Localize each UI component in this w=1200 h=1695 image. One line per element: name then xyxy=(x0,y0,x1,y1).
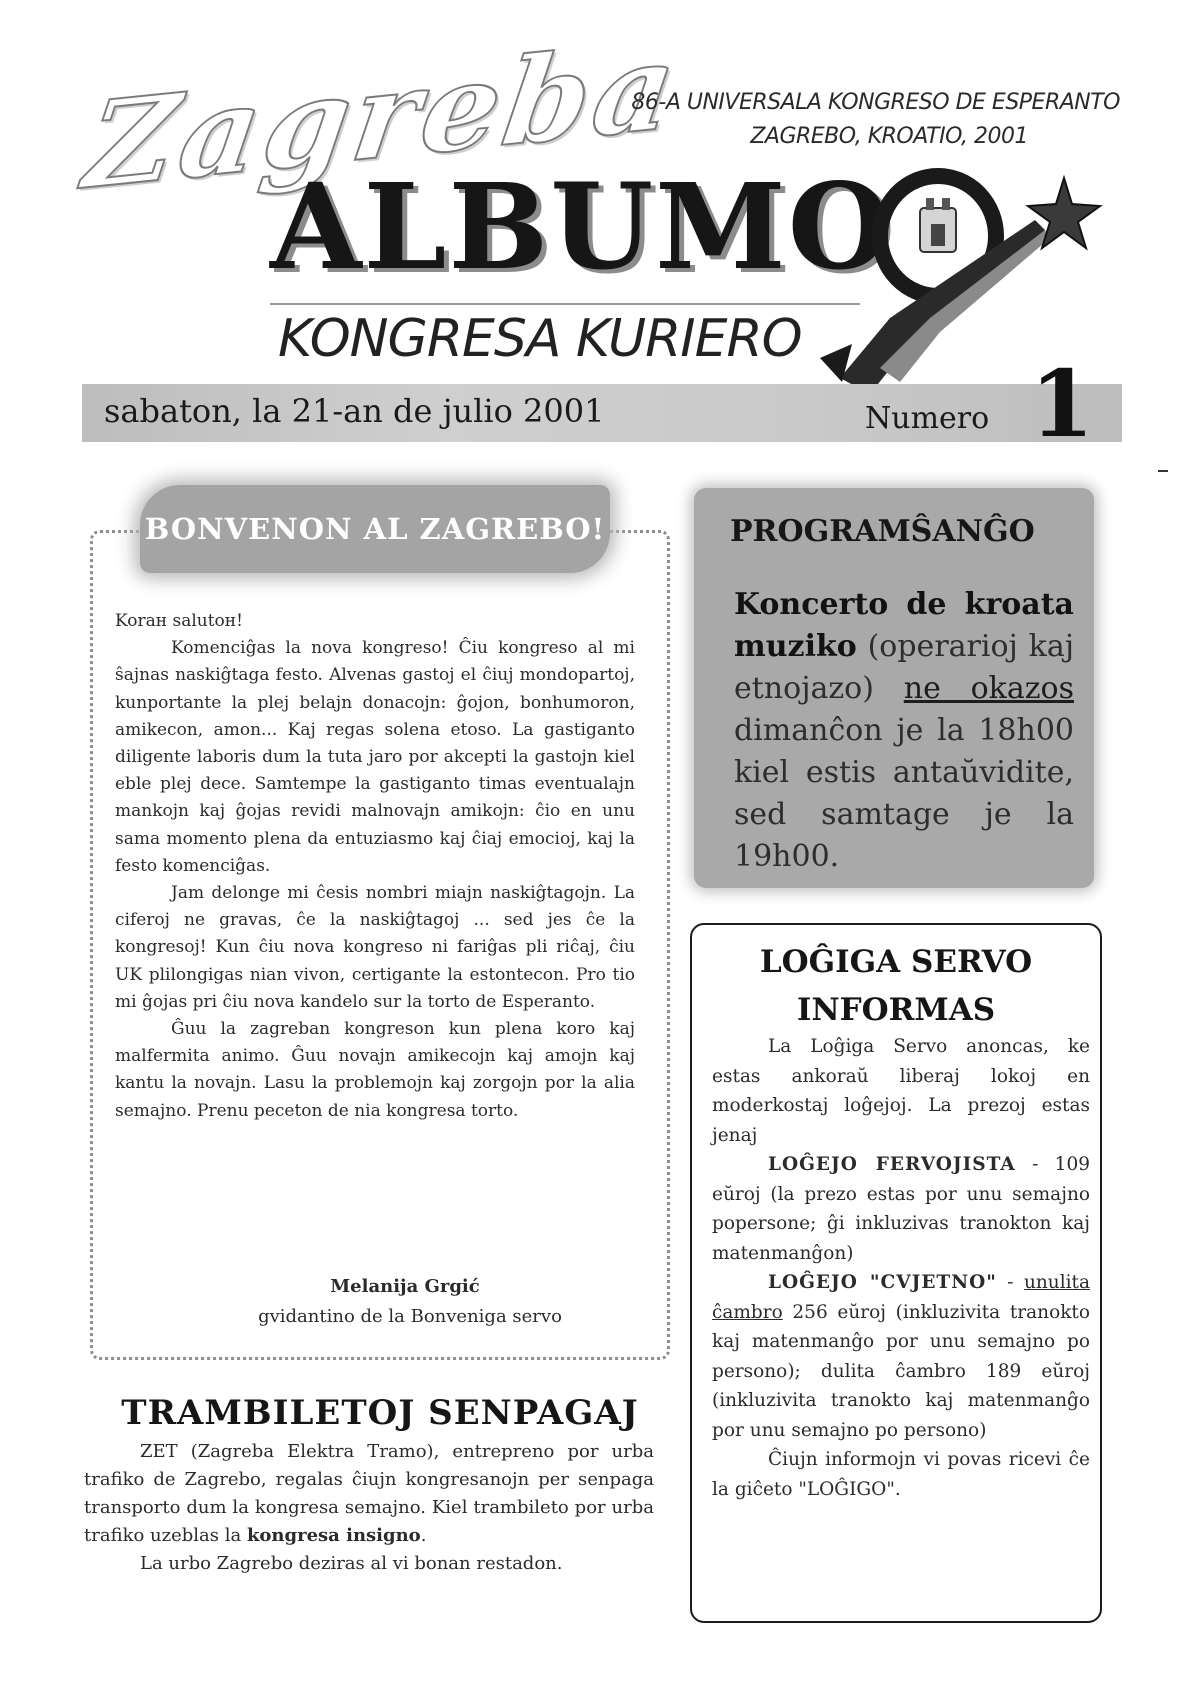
single-room-term: unulita ĉambro xyxy=(712,1272,1090,1323)
welcome-greeting: Koraн salutoн! xyxy=(115,611,243,631)
congress-info xyxy=(560,86,1120,154)
welcome-signature xyxy=(115,1272,635,1332)
program-change-title: PROGRAMŜANĜO xyxy=(730,514,1035,549)
concert-genre: (operarioj kaj etnojazo) xyxy=(734,629,1074,706)
tram-paragraph-1-text: ZET (Zagreba Elektra Tramo), entreprenо por urba trafiko de Zagrebo, regalas ĉiujn kongresanojn per senpaga transporto dum la kongresa semajno. Kiel trambileto por urba trafiko uzeblas la xyxy=(84,1441,654,1546)
program-change-text xyxy=(734,584,1074,878)
signature-name: Melanija Grgić xyxy=(330,1276,480,1297)
lodging-2-text: 256 eŭroj (inkluzivita tranokto kaj matenmanĝo por unu semajno po persono); dulita ĉambro 189 eŭroj (inkluzivita tranokto kaj matenmanĝo por unu semajno po persono) xyxy=(712,1301,1090,1441)
not-taking-place: ne okazos xyxy=(903,671,1074,706)
tram-paragraph-1 xyxy=(84,1438,654,1550)
issue-number: 1 xyxy=(1030,350,1095,458)
lodging-intro: La Loĝiga Servo anoncas, ke estas ankoraŭ liberaj lokoj en moderkostaj loĝejoj. La prezoj estas jenaj xyxy=(712,1036,1090,1146)
lodging-1-name: LOĜEJO FERVOJISTA xyxy=(768,1154,1016,1175)
lodging-2-name: LOĜEJO "CVJETNO" xyxy=(768,1272,997,1293)
welcome-article xyxy=(115,608,635,1125)
signature-role: gvidantino de la Bonveniga servo xyxy=(258,1306,562,1327)
lodging-closing: Ĉiujn informojn vi povas ricevi ĉe la giĉeto "LOĜIGO". xyxy=(712,1449,1090,1500)
masthead-rule xyxy=(270,303,860,305)
masthead-subtitle: KONGRESA KURIERO xyxy=(278,309,802,369)
lodging-service-heading: LOĜIGA SERVO INFORMAS xyxy=(759,944,1033,1028)
congress-line-1: 86-A UNIVERSALA KONGRESO DE ESPERANTO xyxy=(631,90,1120,115)
masthead-title: ALBUMO xyxy=(270,157,893,296)
welcome-banner: BONVENON AL ZAGREBO! xyxy=(140,485,610,573)
welcome-paragraph-3: Ĝuu la zagreban kongreson kun plena koro kaj malfermita animo. Ĝuu novajn amikecojn kaj amojn kaj kantu la novajn. Lasu la problemojn kaj zorgojn por la alia semajno. Prenu peceton de nia kongresa torto. xyxy=(115,1019,635,1121)
congress-line-2: ZAGREBO, KROATIO, 2001 xyxy=(750,124,1028,149)
coat-of-arms-icon xyxy=(920,198,956,252)
lodging-2 xyxy=(712,1268,1090,1445)
masthead-script-title: Zagreba xyxy=(77,15,688,217)
concert-title: Koncerto de kroata muziko xyxy=(734,587,1074,664)
concert-new-time: dimanĉon je la 18h00 kiel estis antaŭvidite, sed samtage je la 19h00. xyxy=(734,713,1074,874)
tram-tickets-heading: TRAMBILETOJ SENPAGAJ xyxy=(121,1393,639,1433)
lodging-1 xyxy=(712,1150,1090,1268)
issue-date: sabaton, la 21-an de julio 2001 xyxy=(104,392,605,430)
issue-number-label: Numero xyxy=(865,401,990,436)
lodging-service-article xyxy=(712,1032,1090,1504)
welcome-paragraph-1: Komenciĝas la nova kongreso! Ĉiu kongreso al mi ŝajnas naskiĝtaga festo. Alvenas gastoj el ĉiuj mondopartoj, kunportante la plej belajn donacojn: ĝojon, bonhumoron, amikecon, amon... Kaj regas solena etoso. La gastiganto diligente laboris dum la tuta jaro por akcepti la gastojn kiel eble plej dece. Samtempe la gastiganto timas eventualajn mankojn kaj ĝojas revidi malnovajn amikojn: ĉio en unu sama momento plena da entuziasmo kaj ĉiaj emocioj, kaj la festo komenciĝas. xyxy=(115,638,635,876)
tram-paragraph-2: La urbo Zagrebo deziras al vi bonan restadon. xyxy=(140,1553,563,1574)
tram-tickets-article xyxy=(84,1438,654,1578)
margin-mark xyxy=(1158,470,1168,472)
lodging-1-text: - 109 eŭroj (la prezo estas por unu semajno popersone; ĝi inkluzivas tranokton kaj matenmanĝon) xyxy=(712,1154,1090,1264)
congress-badge-term: kongresa insigno xyxy=(246,1525,421,1546)
welcome-paragraph-2: Jam delonge mi ĉesis nombri miajn naskiĝtagojn. La ciferoj ne gravas, ĉe la naskiĝtagoj ... sed jes ĉe la kongresoj! Kun ĉiu nova kongreso ni fariĝas pli riĉaj, ĉiu UK plilongigas nian vivon, certigante la estontecon. Pro tio mi ĝojas pri ĉiu nova kandelo sur la torto de Esperanto. xyxy=(115,883,635,1012)
tram-paragraph-1-end: . xyxy=(420,1525,427,1546)
lodging-2-dash: - xyxy=(996,1272,1024,1293)
